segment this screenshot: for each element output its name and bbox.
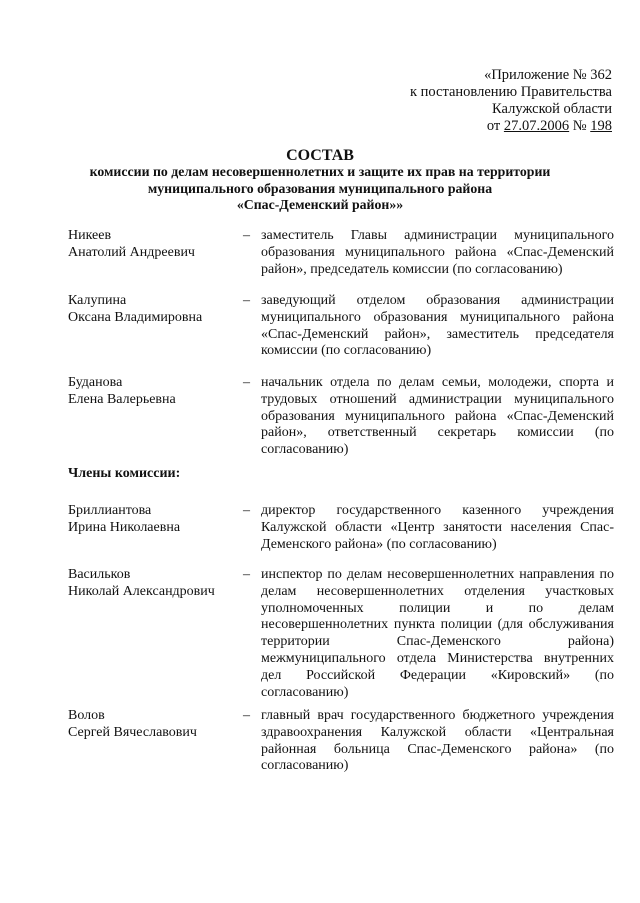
person-role: начальник отдела по делам семьи, молодежи, спорта и трудовых отношений администрации муниципального образования муниципального района «Спас-Деменский район», ответственный секретарь комиссии (по согласованию) (261, 375, 614, 458)
annex-line-3: Калужской области (492, 101, 612, 117)
person-name (68, 708, 238, 742)
person-role: инспектор по делам несовершеннолетних направления по делам несовершеннолетних отделения участковых уполномоченных полиции и по делам несовершеннолетних пункта полиции (для обслуживания территории Спас-Деменского района) межмуниципального отдела Министерства внутренних дел Российской Федерации «Кировский» (по согласованию) (261, 567, 614, 700)
person-given-names: Елена Валерьевна (68, 391, 176, 407)
person-name (68, 293, 238, 327)
dash-separator: – (243, 293, 250, 308)
document-title: СОСТАВ (286, 147, 354, 164)
annex-date-prefix: от (486, 118, 504, 134)
person-name (68, 228, 238, 262)
document-subtitle (0, 164, 640, 214)
annex-number: 198 (590, 118, 612, 134)
members-heading: Члены комиссии: (68, 466, 181, 481)
person-surname: Калупина (68, 293, 127, 308)
person-name (68, 503, 238, 537)
person-given-names: Ирина Николаевна (68, 519, 181, 535)
person-given-names: Анатолий Андреевич (68, 244, 195, 260)
person-surname: Волов (68, 708, 105, 723)
person-surname: Бриллиантова (68, 503, 152, 518)
subtitle-line-1: комиссии по делам несовершеннолетних и защите их прав на территории (89, 164, 551, 179)
person-role: директор государственного казенного учреждения Калужской области «Центр занятости населения Спас-Деменского района» (по согласованию) (261, 503, 614, 552)
person-given-names: Сергей Вячеславович (68, 724, 197, 740)
person-surname: Буданова (68, 375, 123, 390)
dash-separator: – (243, 375, 250, 390)
annex-date: 27.07.2006 (503, 118, 570, 134)
subtitle-line-2: муниципального образования муниципального района (147, 180, 493, 196)
annex-line-1: «Приложение № 362 (484, 67, 612, 83)
person-given-names: Николай Александрович (68, 583, 215, 599)
annex-header (410, 67, 612, 135)
dash-separator: – (243, 228, 250, 243)
person-surname: Никеев (68, 228, 112, 243)
person-surname: Васильков (68, 567, 131, 582)
dash-separator: – (243, 503, 250, 518)
person-given-names: Оксана Владимировна (68, 309, 203, 325)
dash-separator: – (243, 708, 250, 723)
person-role: главный врач государственного бюджетного учреждения здравоохранения Калужской области «Центральная районная больница Спас-Деменского района» (по согласованию) (261, 708, 614, 774)
person-name (68, 567, 238, 601)
subtitle-line-3: «Спас-Деменский район»» (236, 197, 404, 212)
person-role: заведующий отделом образования администрации муниципального образования муниципального района «Спас-Деменский район», заместитель председателя комиссии (по согласованию) (261, 293, 614, 359)
person-role: заместитель Главы администрации муниципального образования муниципального района «Спас-Деменский район», председатель комиссии (по согласованию) (261, 228, 614, 277)
annex-line-2: к постановлению Правительства (410, 84, 612, 100)
dash-separator: – (243, 567, 250, 582)
annex-number-sep: № (569, 118, 591, 134)
person-name (68, 375, 238, 409)
annex-line-4 (410, 118, 612, 135)
